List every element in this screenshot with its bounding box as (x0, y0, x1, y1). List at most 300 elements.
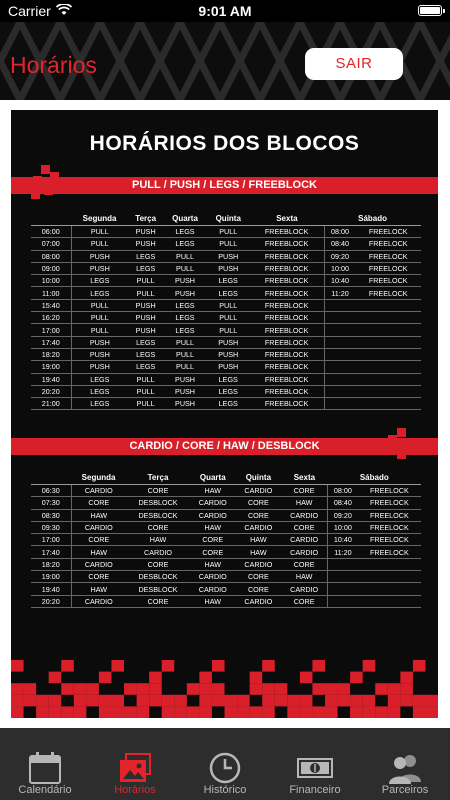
tab-historico[interactable] (180, 728, 270, 800)
col-header: Sábado (328, 471, 421, 485)
pixel-block (300, 706, 313, 718)
pixel-block (287, 695, 300, 707)
time-cell: 17:00 (31, 534, 71, 546)
pixel-block (250, 672, 263, 684)
schedule-cell: PUSH (71, 348, 128, 360)
schedule-cell: CORE (71, 497, 126, 509)
tab-parceiros[interactable] (360, 728, 450, 800)
pixel-block (363, 706, 376, 718)
schedule-poster (11, 110, 438, 718)
time-cell: 06:30 (31, 485, 71, 497)
schedule-cell: LEGS (163, 226, 207, 238)
pixel-block (137, 706, 150, 718)
schedule-cell: PULL (71, 226, 128, 238)
schedule-cell: PUSH (71, 250, 128, 262)
schedule-cell: DESBLOCK (126, 497, 190, 509)
schedule-cell (355, 336, 421, 348)
pixel-block (99, 695, 112, 707)
pixel-block (363, 695, 376, 707)
saturday-time-cell (328, 583, 358, 595)
time-cell: 20:20 (31, 385, 71, 397)
schedule-cell: FREELOCK (358, 534, 421, 546)
tab-financeiro[interactable] (270, 728, 360, 800)
time-cell: 06:00 (31, 226, 71, 238)
time-cell: 19:00 (31, 361, 71, 373)
col-header: Quarta (190, 471, 236, 485)
pixel-decor (41, 165, 50, 174)
pixel-block (11, 695, 24, 707)
schedule-cell: PULL (128, 287, 163, 299)
pixel-block (24, 695, 37, 707)
schedule-cell: FREELOCK (358, 546, 421, 558)
table-row (31, 546, 421, 558)
carrier-label: Carrier (8, 3, 51, 19)
col-header: Segunda (71, 212, 128, 226)
pixel-block (325, 683, 338, 695)
schedule-cell: PUSH (71, 336, 128, 348)
schedule-cell: HAW (190, 558, 236, 570)
pixel-block (400, 672, 413, 684)
pixel-block (338, 695, 351, 707)
schedule-cell: FREEBLOCK (250, 299, 324, 311)
pixel-block (111, 660, 124, 672)
schedule-cell: FREELOCK (358, 485, 421, 497)
saturday-time-cell: 08:00 (324, 226, 355, 238)
pixel-block (49, 695, 62, 707)
pixel-block (137, 683, 150, 695)
status-bar (0, 0, 450, 22)
schedule-cell: HAW (190, 595, 236, 607)
schedule-cell: PULL (207, 324, 250, 336)
saturday-time-cell (324, 336, 355, 348)
schedule-cell (358, 571, 421, 583)
time-cell: 09:00 (31, 262, 71, 274)
pixel-block (212, 683, 225, 695)
schedule-cell: HAW (190, 485, 236, 497)
table-row (31, 485, 421, 497)
col-header: Segunda (71, 471, 126, 485)
schedule-cell: PULL (128, 275, 163, 287)
saturday-time-cell: 09:20 (328, 509, 358, 521)
time-cell: 17:40 (31, 336, 71, 348)
pixel-decor (415, 446, 424, 455)
pixel-decor (397, 450, 406, 459)
schedule-cell (358, 558, 421, 570)
pixel-block (262, 683, 275, 695)
schedule-cell: PULL (128, 398, 163, 410)
table-row (31, 312, 421, 324)
schedule-cell: CORE (281, 485, 327, 497)
schedule-cell: FREEBLOCK (250, 361, 324, 373)
time-cell: 17:00 (31, 324, 71, 336)
tab-bar (0, 728, 450, 800)
pixel-block (86, 683, 99, 695)
pixel-block (300, 672, 313, 684)
schedule-cell (355, 373, 421, 385)
poster-title: HORÁRIOS DOS BLOCOS (89, 132, 360, 155)
pixel-block (49, 706, 62, 718)
col-header: Sexta (281, 471, 327, 485)
schedule-cell (355, 385, 421, 397)
pixel-block (262, 660, 275, 672)
pixel-block (149, 695, 162, 707)
schedule-cell: CARDIO (71, 558, 126, 570)
schedule-cell: CORE (190, 534, 236, 546)
schedule-table-cardio (31, 471, 421, 608)
pixel-block (137, 695, 150, 707)
saturday-time-cell: 08:40 (324, 238, 355, 250)
schedule-cell: CARDIO (71, 485, 126, 497)
schedule-cell: FREEBLOCK (250, 238, 324, 250)
schedule-cell: DESBLOCK (126, 509, 190, 521)
schedule-cell: HAW (236, 534, 282, 546)
table-row (31, 336, 421, 348)
schedule-cell (355, 348, 421, 360)
pixel-block (61, 706, 74, 718)
schedule-cell: PUSH (71, 361, 128, 373)
pixel-block (388, 695, 401, 707)
pixel-block (11, 683, 24, 695)
schedule-cell: CARDIO (236, 485, 282, 497)
table-row (31, 571, 421, 583)
table-row (31, 299, 421, 311)
pixel-block (413, 695, 426, 707)
schedule-cell (355, 361, 421, 373)
pixel-block (74, 683, 87, 695)
table-row (31, 398, 421, 410)
pixel-block (199, 695, 212, 707)
schedule-cell: LEGS (207, 275, 250, 287)
table-row (31, 534, 421, 546)
schedule-cell: PULL (163, 336, 207, 348)
schedule-cell: FREELOCK (355, 287, 421, 299)
pixel-block (187, 706, 200, 718)
schedule-cell (355, 299, 421, 311)
pixel-block (11, 660, 24, 672)
schedule-cell: FREELOCK (358, 497, 421, 509)
pixel-block (325, 695, 338, 707)
pixel-block (36, 695, 49, 707)
schedule-cell: LEGS (71, 373, 128, 385)
pixel-block (375, 683, 388, 695)
table-row (31, 497, 421, 509)
table-row (31, 373, 421, 385)
battery-icon (418, 5, 442, 16)
tab-calendario[interactable] (0, 728, 90, 800)
schedule-cell: CARDIO (190, 583, 236, 595)
schedule-cell: CARDIO (190, 509, 236, 521)
schedule-cell: LEGS (163, 299, 207, 311)
saturday-time-cell (328, 558, 358, 570)
schedule-cell: LEGS (71, 287, 128, 299)
table-row (31, 348, 421, 360)
schedule-cell: PULL (71, 299, 128, 311)
schedule-cell: CARDIO (190, 497, 236, 509)
schedule-cell: HAW (281, 571, 327, 583)
tab-label: Calendário (18, 784, 72, 796)
schedule-cell: PUSH (128, 324, 163, 336)
schedule-cell: PULL (163, 250, 207, 262)
schedule-cell: LEGS (128, 348, 163, 360)
clock-time: 9:01 AM (198, 3, 252, 19)
pixel-block (199, 683, 212, 695)
section-banner-cardio: CARDIO / CORE / HAW / DESBLOCK (11, 438, 438, 455)
table-row (31, 324, 421, 336)
schedule-cell: PUSH (207, 250, 250, 262)
pixel-block (162, 660, 175, 672)
tab-label: Horários (114, 784, 156, 796)
schedule-cell: FREELOCK (358, 509, 421, 521)
schedule-cell: CORE (236, 571, 282, 583)
schedule-cell: PULL (163, 348, 207, 360)
time-cell: 08:30 (31, 509, 71, 521)
schedule-cell (358, 583, 421, 595)
app-header (0, 22, 450, 100)
content-area (0, 100, 450, 728)
schedule-cell (355, 398, 421, 410)
schedule-cell: PULL (207, 299, 250, 311)
time-cell: 09:30 (31, 521, 71, 533)
section-banner-strength: PULL / PUSH / LEGS / FREEBLOCK (11, 177, 438, 194)
schedule-cell: CARDIO (126, 546, 190, 558)
saturday-time-cell: 09:20 (324, 250, 355, 262)
schedule-cell: CARDIO (236, 521, 282, 533)
pixel-block (237, 695, 250, 707)
time-cell: 19:40 (31, 583, 71, 595)
time-cell: 17:40 (31, 546, 71, 558)
tab-horarios[interactable] (90, 728, 180, 800)
schedule-cell: CORE (236, 583, 282, 595)
schedule-cell: HAW (71, 583, 126, 595)
schedule-table-strength (31, 212, 421, 410)
schedule-cell: LEGS (71, 398, 128, 410)
schedule-cell: PUSH (207, 361, 250, 373)
pixel-block (149, 683, 162, 695)
schedule-cell: PULL (71, 238, 128, 250)
schedule-cell: FREEBLOCK (250, 312, 324, 324)
pixel-block (325, 706, 338, 718)
schedule-cell: HAW (281, 497, 327, 509)
saturday-time-cell (328, 595, 358, 607)
time-cell: 21:00 (31, 398, 71, 410)
pixel-block (86, 695, 99, 707)
money-icon (297, 750, 333, 786)
pixel-block (413, 706, 426, 718)
pixel-block (199, 706, 212, 718)
schedule-cell: CARDIO (236, 595, 282, 607)
time-cell: 18:20 (31, 348, 71, 360)
tab-label: Parceiros (381, 784, 429, 796)
schedule-cell: FREEBLOCK (250, 385, 324, 397)
pixel-block (350, 695, 363, 707)
schedule-cell: PULL (128, 373, 163, 385)
page-title: Horários (10, 52, 97, 78)
schedule-cell: PUSH (163, 385, 207, 397)
schedule-cell: LEGS (207, 287, 250, 299)
pixel-block (400, 695, 413, 707)
pixel-block (225, 706, 238, 718)
schedule-cell: LEGS (128, 336, 163, 348)
pixel-block (388, 706, 401, 718)
pixel-block (124, 706, 137, 718)
pixel-block (111, 706, 124, 718)
saturday-time-cell (324, 299, 355, 311)
pixel-block (275, 683, 288, 695)
schedule-cell: HAW (190, 521, 236, 533)
schedule-cell: DESBLOCK (126, 583, 190, 595)
saturday-time-cell: 11:20 (328, 546, 358, 558)
pixel-block (388, 683, 401, 695)
pixel-block (375, 706, 388, 718)
schedule-cell: PUSH (163, 373, 207, 385)
table-row (31, 509, 421, 521)
table-row (31, 287, 421, 299)
schedule-cell: CARDIO (281, 534, 327, 546)
pixel-block (11, 706, 24, 718)
time-cell: 07:00 (31, 238, 71, 250)
pixel-block (350, 706, 363, 718)
schedule-cell: PUSH (163, 287, 207, 299)
table-row (31, 583, 421, 595)
time-cell: 07:30 (31, 497, 71, 509)
schedule-cell: PULL (207, 312, 250, 324)
schedule-cell: CORE (71, 571, 126, 583)
schedule-cell (358, 595, 421, 607)
schedule-cell: CORE (236, 509, 282, 521)
images-icon (117, 750, 153, 786)
schedule-cell: CARDIO (71, 595, 126, 607)
pixel-decor (406, 438, 415, 447)
col-header: Quinta (236, 471, 282, 485)
schedule-cell: LEGS (163, 238, 207, 250)
pixel-block (49, 672, 62, 684)
table-row (31, 275, 421, 287)
pixel-block (24, 683, 37, 695)
pixel-block (99, 706, 112, 718)
pixel-block (199, 672, 212, 684)
pixel-block (250, 683, 263, 695)
pixel-block (312, 683, 325, 695)
col-header: Sexta (250, 212, 324, 226)
pixel-block (287, 706, 300, 718)
schedule-cell: FREEBLOCK (250, 262, 324, 274)
pixel-block (162, 706, 175, 718)
pixel-block (413, 660, 426, 672)
tab-label: Financeiro (289, 784, 341, 796)
schedule-cell: LEGS (163, 324, 207, 336)
time-cell: 08:00 (31, 250, 71, 262)
col-header: Sábado (324, 212, 421, 226)
schedule-cell: FREELOCK (355, 238, 421, 250)
pixel-block (400, 683, 413, 695)
pixel-decor (388, 435, 397, 444)
schedule-cell: FREELOCK (355, 250, 421, 262)
schedule-cell: CORE (126, 595, 190, 607)
schedule-cell: FREEBLOCK (250, 226, 324, 238)
pixel-block (338, 683, 351, 695)
schedule-cell: FREEBLOCK (250, 287, 324, 299)
schedule-cell: CORE (71, 534, 126, 546)
time-cell: 19:40 (31, 373, 71, 385)
saturday-time-cell: 08:00 (328, 485, 358, 497)
table-row (31, 361, 421, 373)
users-icon (387, 750, 423, 786)
schedule-cell: CORE (126, 485, 190, 497)
schedule-cell: PUSH (207, 348, 250, 360)
calendar-icon (27, 750, 63, 786)
pixel-decor (397, 428, 406, 437)
pixel-block (149, 672, 162, 684)
table-row (31, 238, 421, 250)
schedule-cell: CORE (190, 546, 236, 558)
pixel-block (36, 706, 49, 718)
col-header: Quarta (163, 212, 207, 226)
schedule-cell: PULL (128, 385, 163, 397)
schedule-cell: PULL (163, 361, 207, 373)
saturday-time-cell (324, 385, 355, 397)
saturday-time-cell (324, 324, 355, 336)
table-row (31, 521, 421, 533)
saturday-time-cell: 08:40 (328, 497, 358, 509)
saturday-time-cell (324, 361, 355, 373)
tab-label: Histórico (203, 784, 247, 796)
schedule-cell: HAW (236, 546, 282, 558)
schedule-cell: FREEBLOCK (250, 250, 324, 262)
saturday-time-cell: 10:40 (328, 534, 358, 546)
schedule-cell: HAW (126, 534, 190, 546)
schedule-cell: HAW (71, 546, 126, 558)
saturday-time-cell (328, 571, 358, 583)
schedule-cell: PULL (207, 238, 250, 250)
clock-icon (207, 750, 243, 786)
pixel-block (74, 706, 87, 718)
pixel-block (237, 706, 250, 718)
time-cell: 20:20 (31, 595, 71, 607)
col-header: Terça (128, 212, 163, 226)
saturday-time-cell (324, 348, 355, 360)
schedule-cell: PUSH (207, 336, 250, 348)
schedule-cell: PULL (71, 312, 128, 324)
schedule-cell: PUSH (163, 398, 207, 410)
logout-button[interactable]: SAIR (305, 48, 403, 80)
pixel-block (61, 660, 74, 672)
pixel-block (174, 706, 187, 718)
saturday-time-cell (324, 312, 355, 324)
schedule-cell: PUSH (128, 312, 163, 324)
schedule-cell: CORE (126, 558, 190, 570)
schedule-cell: PULL (163, 262, 207, 274)
pixel-block (99, 672, 112, 684)
schedule-cell: LEGS (207, 373, 250, 385)
pixel-block (174, 695, 187, 707)
schedule-cell: LEGS (128, 250, 163, 262)
schedule-cell: FREEBLOCK (250, 336, 324, 348)
schedule-cell: LEGS (71, 385, 128, 397)
pixel-block (300, 695, 313, 707)
schedule-cell: PUSH (163, 275, 207, 287)
schedule-cell: CORE (126, 521, 190, 533)
time-cell: 10:00 (31, 275, 71, 287)
saturday-time-cell (324, 398, 355, 410)
poster-pixel-pattern (11, 660, 438, 718)
schedule-cell: PUSH (128, 238, 163, 250)
schedule-cell: LEGS (71, 275, 128, 287)
pixel-block (262, 695, 275, 707)
schedule-cell: CARDIO (281, 546, 327, 558)
schedule-cell: PULL (207, 226, 250, 238)
saturday-time-cell: 10:00 (324, 262, 355, 274)
schedule-cell: LEGS (163, 312, 207, 324)
